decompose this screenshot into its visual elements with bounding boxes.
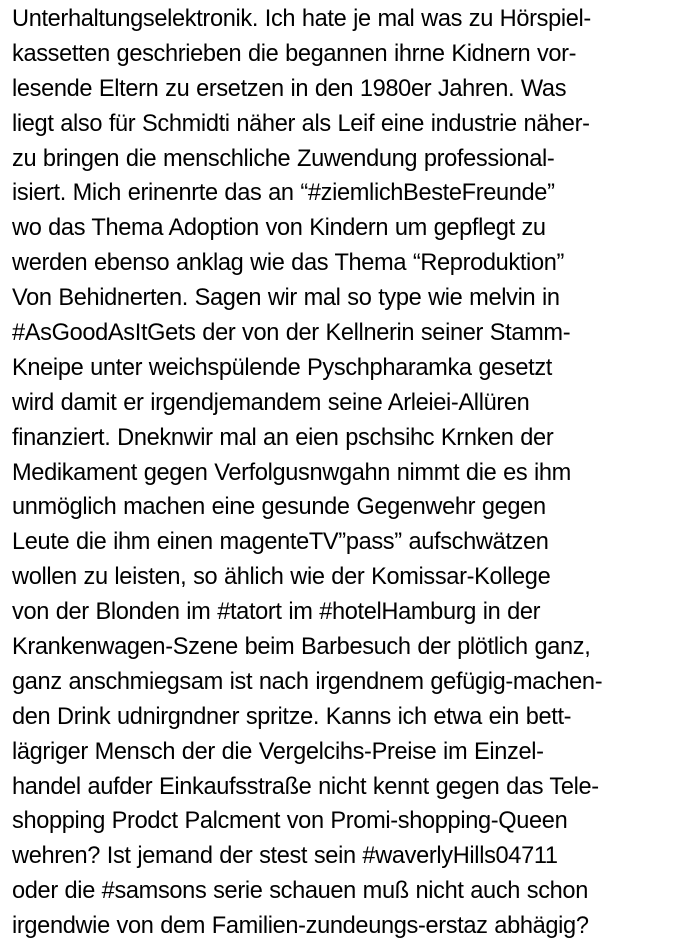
- text-line: von der Blonden im #tatort im #hotelHamburg in der: [12, 599, 541, 626]
- text-line: den Drink udnirgndner spritze. Kanns ich etwa ein bett-: [12, 703, 572, 730]
- text-line: Kneipe unter weichspülende Pyschpharamka gesetzt: [12, 354, 552, 381]
- text-line: finanziert. Dneknwir mal an eien pschsihc Krnken der: [12, 424, 554, 451]
- text-line: handel aufder Einkaufsstraße nicht kennt gegen das Tele-: [12, 773, 599, 800]
- text-line: wehren? Ist jemand der stest sein #waverlyHills04711: [12, 843, 558, 870]
- text-line: wo das Thema Adoption von Kindern um gepflegt zu: [12, 215, 546, 242]
- text-line: irgendwie von dem Familien-zundeungs-erstaz abhägig?: [12, 913, 589, 940]
- text-line: Medikament gegen Verfolgusnwgahn nimmt die es ihm: [12, 459, 571, 486]
- text-line: #AsGoodAsItGets der von der Kellnerin seiner Stamm-: [12, 320, 571, 347]
- text-line: Unterhaltungselektronik. Ich hate je mal was zu Hörspiel-: [12, 6, 591, 32]
- text-line: oder die #samsons serie schauen muß nicht auch schon: [12, 878, 588, 905]
- text-line: lägriger Mensch der die Vergelcihs-Preise im Einzel-: [12, 738, 544, 765]
- text-line: kassetten geschrieben die begannen ihrne Kidnern vor-: [12, 40, 577, 67]
- text-line: ganz anschmiegsam ist nach irgendnem gefügig-machen-: [12, 668, 603, 695]
- text-line: werden ebenso anklag wie das Thema “Reproduktion”: [12, 250, 564, 277]
- text-line: lesende Eltern zu ersetzen in den 1980er Jahren. Was: [12, 75, 567, 102]
- text-line: wollen zu leisten, so ählich wie der Komissar-Kollege: [12, 564, 551, 591]
- text-line: isiert. Mich erinenrte das an “#ziemlichBesteFreunde”: [12, 180, 555, 207]
- text-line: Krankenwagen-Szene beim Barbesuch der plötlich ganz,: [12, 634, 591, 661]
- text-line: wird damit er irgendjemandem seine Arleiei-Allüren: [12, 389, 530, 416]
- body-text: [12, 2, 680, 944]
- text-line: unmöglich machen eine gesunde Gegenwehr gegen: [12, 494, 546, 521]
- text-line: Leute die ihm einen magenteTV”pass” aufschwätzen: [12, 529, 549, 556]
- text-line: shopping Prodct Palcment von Promi-shopping-Queen: [12, 808, 568, 835]
- text-line: Von Behidnerten. Sagen wir mal so type wie melvin in: [12, 285, 560, 312]
- text-line: zu bringen die menschliche Zuwendung professional-: [12, 145, 555, 172]
- text-line: liegt also für Schmidti näher als Leif eine industrie näher-: [12, 110, 590, 137]
